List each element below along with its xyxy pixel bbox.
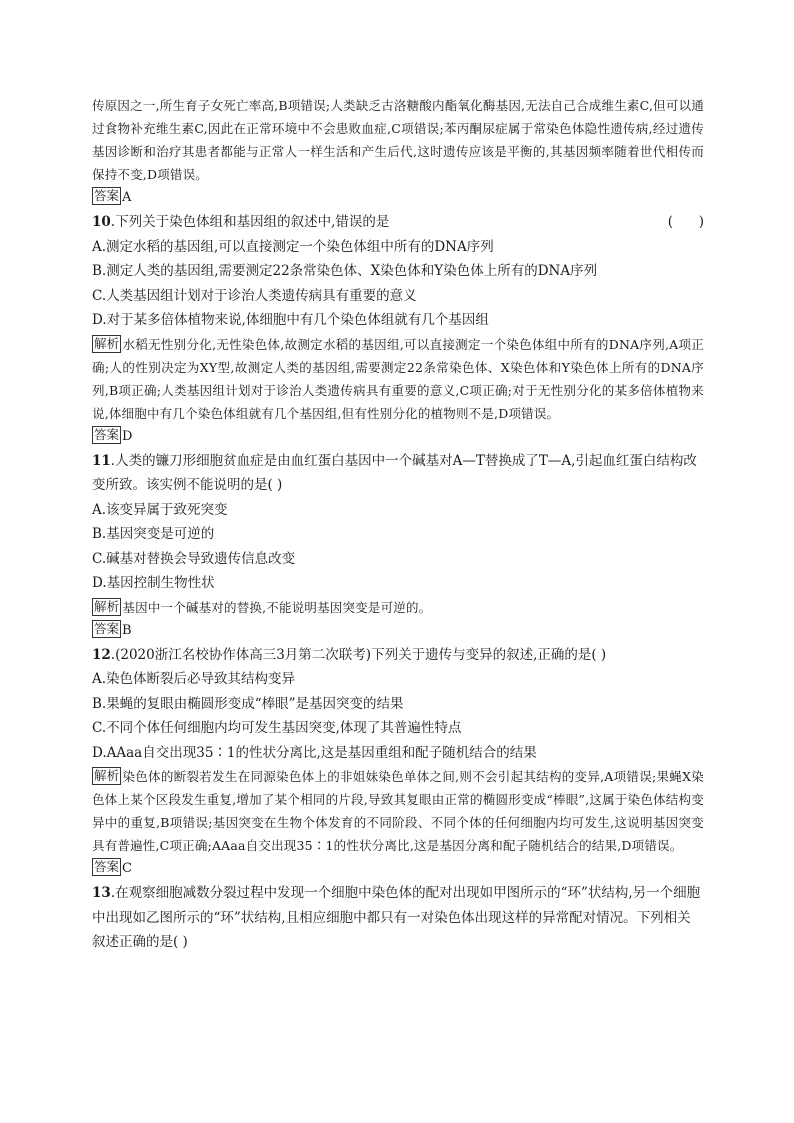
question-text: .(2020浙江名校协作体高三3月第二次联考)下列关于遗传与变异的叙述,正确的是( ) (110, 646, 607, 663)
analysis-tag: 解析 (94, 335, 120, 351)
answer-tag: 答案 (94, 188, 120, 203)
option-d: D.基因控制生物性状 (92, 575, 215, 591)
answer-row (92, 425, 704, 449)
answer-value: D (122, 428, 133, 444)
question-text: .人类的镰刀形细胞贫血症是由血红蛋白基因中一个碱基对A—T替换成了T—A,引起血红蛋白结构改变所致。该实例不能说明的是( ) (92, 452, 697, 493)
question-10 (92, 210, 704, 449)
question-text: .在观察细胞减数分裂过程中发现一个细胞中染色体的配对出现如甲图所示的“环”状结构,另一个细胞中出现如乙图所示的“环”状结构,且相应细胞中都只有一对染色体出现这样的异常配对情况。下列相关叙述正确的是( ) (92, 885, 701, 950)
question-number: 10 (92, 214, 111, 230)
prev-answer-row (92, 186, 704, 210)
content-area (92, 94, 704, 955)
answer-value: C (122, 861, 132, 876)
question-stem (92, 210, 704, 235)
prev-explanation: 传原因之一,所生育子女死亡率高,B项错误;人类缺乏古洛糖酸内酯氧化酶基因,无法自己合成维生素C,但可以通过食物补充维生素C,因此在正常环境中不会患败血症,C项错误;苯丙酮尿症属于常染色体隐性遗传病,经过遗传基因诊断和治疗其患者都能与正常人一样生活和产生后代,这时遗传应该是平衡的,其基因频率随着世代相传而保持不变,D项错误。 (92, 98, 704, 182)
answer-tag: 答案 (94, 620, 120, 636)
option-c: C.人类基因组计划对于诊治人类遗传病具有重要的意义 (92, 287, 417, 304)
option-b: B.基因突变是可逆的 (92, 526, 215, 542)
analysis-text: 染色体的断裂若发生在同源染色体上的非姐妹染色单体之间,则不会引起其结构的变异,A项错误;果蝇X染色体上某个区段发生重复,增加了某个相同的片段,导致其复眼由正常的椭圆形变成“棒眼”,这属于染色体结构变异中的重复,B项错误;基因突变在生物个体发育的不同阶段、不同个体的任何细胞内均可发生,这说明基因突变具有普遍性,C项正确;AAaa自交出现35∶1的性状分离比,这是基因分离和配子随机结合的结果,D项错误。 (92, 769, 704, 853)
question-stem (92, 449, 704, 498)
option-a: A.染色体断裂后必导致其结构变异 (92, 671, 296, 687)
answer-tag: 答案 (94, 426, 120, 442)
analysis-text: 基因中一个碱基对的替换,不能说明基因突变是可逆的。 (122, 599, 432, 615)
analysis (92, 596, 704, 619)
answer-tag: 答案 (94, 859, 120, 874)
option-a: A.测定水稻的基因组,可以直接测定一个染色体组中所有的DNA序列 (92, 238, 494, 255)
answer-blank: ( ) (667, 214, 704, 230)
question-text: .下列关于染色体组和基因组的叙述中,错误的是 (110, 214, 390, 230)
option-c: C.碱基对替换会导致遗传信息改变 (92, 550, 296, 567)
option-b: B.测定人类的基因组,需要测定22条常染色体、X染色体和Y染色体上所有的DNA序列 (92, 263, 598, 279)
question-13 (92, 881, 704, 955)
answer-row (92, 619, 704, 643)
analysis-text: 水稻无性别分化,无性染色体,故测定水稻的基因组,可以直接测定一个染色体组中所有的DNA序列,A项正确;人的性别决定为XY型,故测定人类的基因组,需要测定22条常染色体、X染色体和Y染色体上所有的DNA序列,B项正确;人类基因组计划对于诊治人类遗传病具有重要的意义,C项正确;对于无性别分化的某多倍体植物来说,体细胞中有几个染色体组就有几个基因组,但有性别分化的植物则不是,D项错误。 (92, 336, 704, 421)
question-number: 13 (92, 885, 111, 901)
option-c: C.不同个体任何细胞内均可发生基因突变,体现了其普遍性特点 (92, 720, 462, 736)
option-d: D.对于某多倍体植物来说,体细胞中有几个染色体组就有几个基因组 (92, 312, 489, 328)
question-number: 11 (92, 452, 111, 469)
option-a: A.该变异属于致死突变 (92, 501, 228, 518)
question-stem (92, 643, 704, 668)
answer-value: A (122, 190, 132, 205)
analysis (92, 333, 704, 425)
option-d: D.AAaa自交出现35∶1的性状分离比,这是基因重组和配子随机结合的结果 (92, 744, 537, 761)
answer-row (92, 857, 704, 881)
question-number: 12 (92, 646, 111, 663)
analysis (92, 765, 704, 857)
answer-value: B (122, 622, 132, 638)
option-b: B.果蝇的复眼由椭圆形变成“棒眼”是基因突变的结果 (92, 695, 404, 712)
analysis-tag: 解析 (94, 768, 120, 783)
question-12 (92, 643, 704, 882)
question-11 (92, 449, 704, 643)
question-stem (92, 881, 704, 955)
analysis-tag: 解析 (94, 598, 120, 614)
